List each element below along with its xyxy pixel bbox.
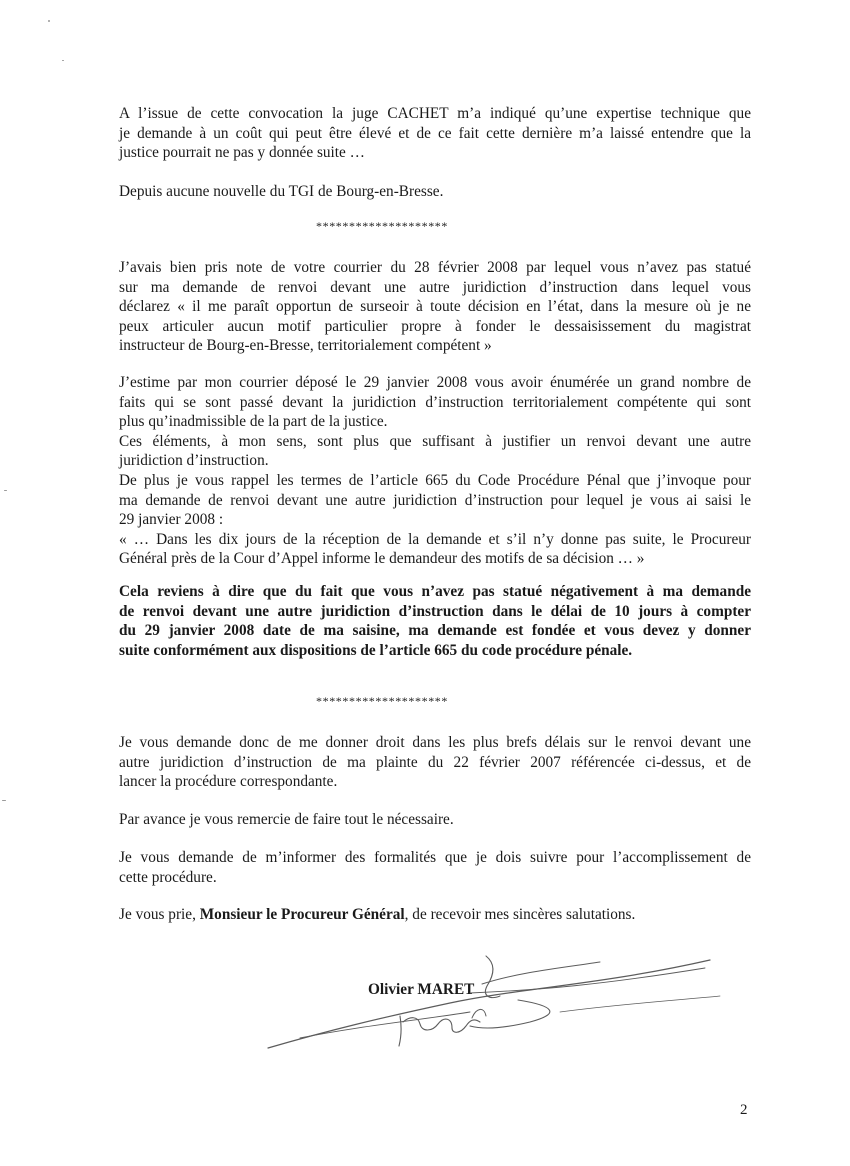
text-line: lancer la procédure correspondante.	[119, 773, 338, 791]
text-line: Par avance je vous remercie de faire tout le nécessaire.	[119, 811, 454, 828]
text-line: justice pourrait ne pas y donnée suite …	[119, 144, 365, 162]
text-line: Depuis aucune nouvelle du TGI de Bourg-en-Bresse.	[119, 183, 444, 200]
separator-stars: ********************	[316, 219, 448, 233]
text-line: « … Dans les dix jours de la réception de la demande et s’il n’y donne pas suite, le Procureur	[119, 530, 751, 548]
text-line: peux articuler aucun motif particulier propre à fonder le dessaisissement du magistrat	[119, 317, 751, 335]
text-line: du 29 janvier 2008 date de ma saisine, ma demande est fondée et vous devez y donner	[119, 622, 751, 640]
text-line: cette procédure.	[119, 868, 217, 886]
text-line: 29 janvier 2008 :	[119, 511, 224, 529]
text-line: de renvoi devant une autre juridiction d’instruction dans le délai de 10 jours à compter	[119, 602, 751, 620]
text-line: A l’issue de cette convocation la juge CACHET m’a indiqué qu’une expertise technique que	[119, 105, 751, 122]
text-line: J’avais bien pris note de votre courrier du 28 février 2008 par lequel vous n’avez pas statué	[119, 259, 751, 276]
text-line: Cela reviens à dire que du fait que vous n’avez pas statué négativement à ma demande	[119, 583, 751, 600]
closing-addressee: Monsieur le Procureur Général	[199, 906, 405, 923]
text-line: faits qui se sont passé devant la juridiction d’instruction territorialement compétente qui sont	[119, 393, 751, 411]
text-line: sur ma demande de renvoi devant une autre juridiction d’instruction dans lequel vous	[119, 278, 751, 296]
text-line: instructeur de Bourg-en-Bresse, territorialement compétent »	[119, 337, 492, 355]
text-line: De plus je vous rappel les termes de l’article 665 du Code Procédure Pénal que j’invoque pour	[119, 471, 751, 489]
text-line: plus qu’inadmissible de la part de la justice.	[119, 413, 388, 431]
text-line: Je vous demande donc de me donner droit dans les plus brefs délais sur le renvoi devant une	[119, 734, 751, 751]
text-line: autre juridiction d’instruction de ma plainte du 22 février 2007 référencée ci-dessus, et de	[119, 753, 751, 771]
text-line: suite conformément aux dispositions de l’article 665 du code procédure pénale.	[119, 641, 633, 659]
text-line: Je vous demande de m’informer des formalités que je dois suivre pour l’accomplissement de	[119, 849, 751, 866]
separator-stars: ********************	[316, 694, 448, 708]
text-line: J’estime par mon courrier déposé le 29 janvier 2008 vous avoir énumérée un grand nombre de	[119, 374, 751, 391]
text-line: je demande à un coût qui peut être élevé et de ce fait cette dernière m’a laissé entendre que la	[119, 124, 751, 142]
closing-prefix: Je vous prie,	[119, 906, 200, 923]
text-line: juridiction d’instruction.	[119, 452, 269, 470]
closing-suffix: , de recevoir mes sincères salutations.	[404, 906, 636, 923]
signature-name: Olivier MARET	[368, 981, 475, 998]
text-line: Ces éléments, à mon sens, sont plus que suffisant à justifier un renvoi devant une autre	[119, 432, 751, 450]
text-line: déclarez « il me paraît opportun de surseoir à toute décision en l’état, dans la mesure où je ne	[119, 298, 751, 316]
text-line: ma demande de renvoi devant une autre juridiction d’instruction pour lequel je vous ai saisi le	[119, 491, 751, 509]
page-number: 2	[740, 1102, 748, 1118]
text-line: Général près de la Cour d’Appel informe le demandeur des motifs de sa décision … »	[119, 550, 645, 568]
